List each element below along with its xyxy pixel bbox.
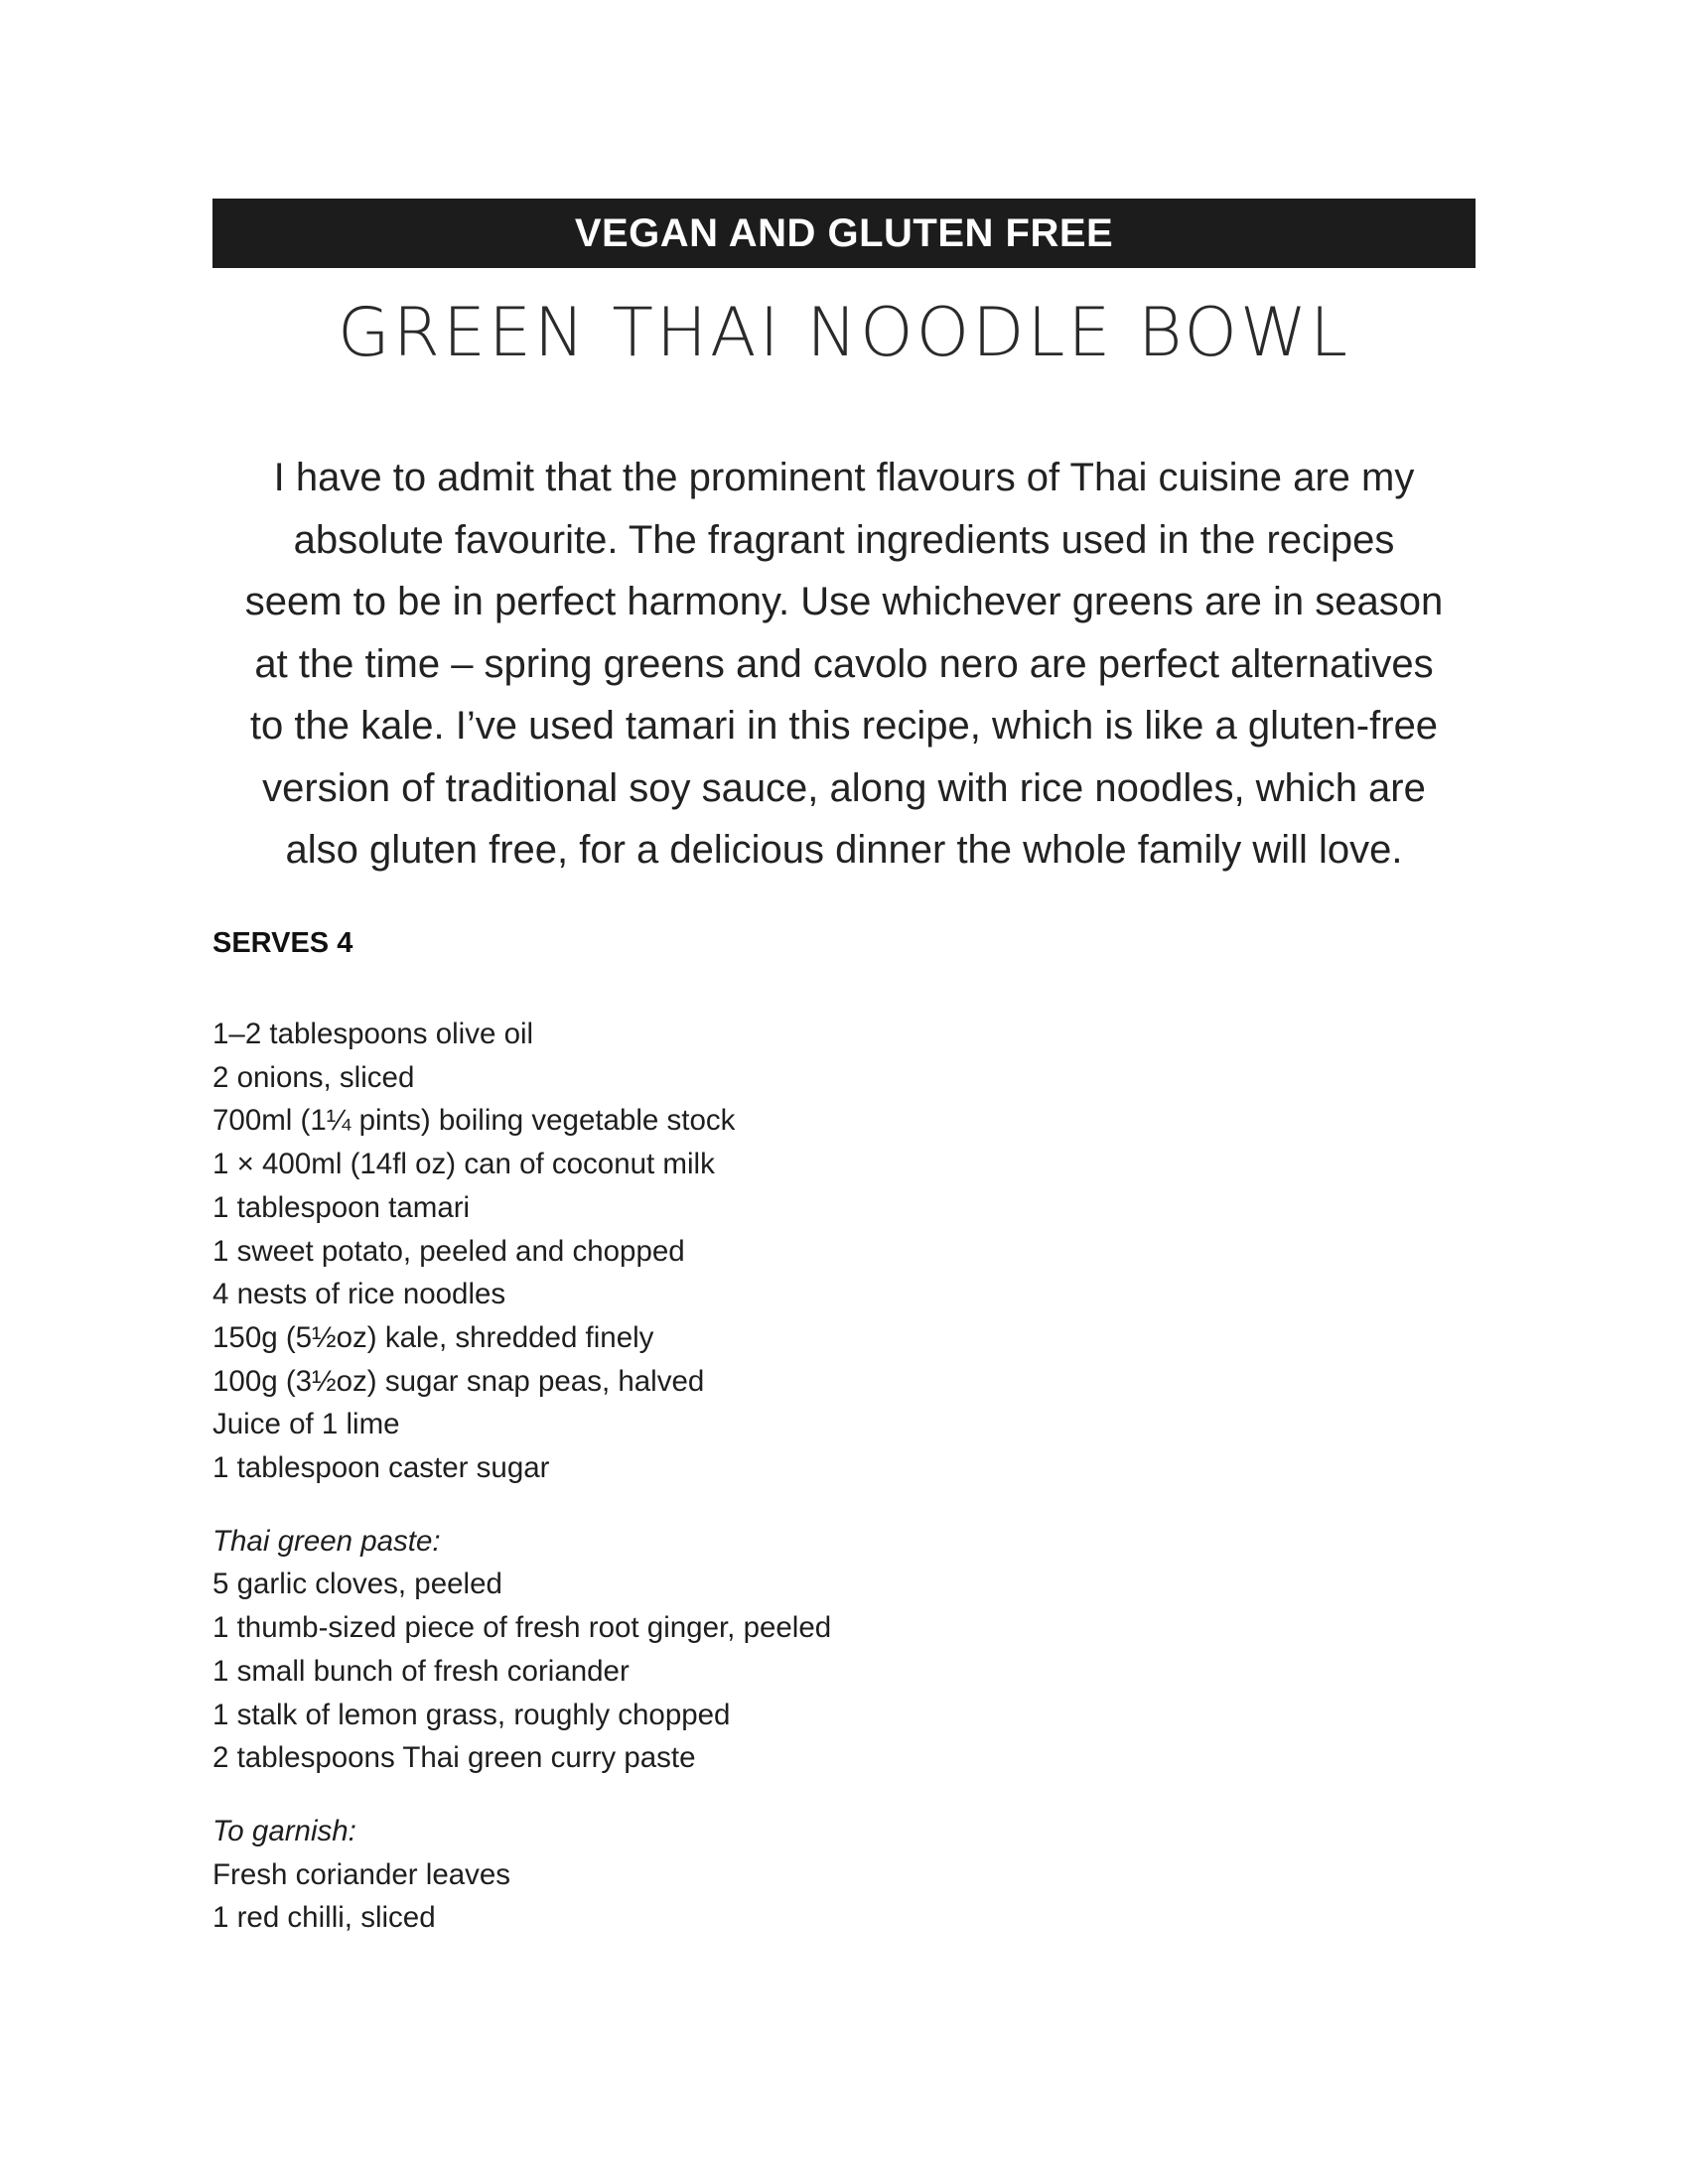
ingredient-item: 2 tablespoons Thai green curry paste xyxy=(212,1741,696,1775)
recipe-intro xyxy=(212,447,1476,882)
ingredient-item: 1 × 400ml (14fl oz) can of coconut milk xyxy=(212,1148,715,1181)
ingredient-item: 1 red chilli, sliced xyxy=(212,1901,436,1935)
ingredients-section xyxy=(212,1013,1106,1940)
serves-label: SERVES 4 xyxy=(212,927,353,959)
ingredient-item: 100g (3½oz) sugar snap peas, halved xyxy=(212,1364,705,1398)
ingredient-item: Juice of 1 lime xyxy=(212,1408,400,1441)
ingredient-item: Fresh coriander leaves xyxy=(212,1857,511,1891)
ingredient-item: 150g (5½oz) kale, shredded finely xyxy=(212,1320,654,1354)
ingredient-item: 1 thumb-sized piece of fresh root ginger, peeled xyxy=(212,1611,832,1645)
paste-ingredients-list xyxy=(212,1563,1106,1780)
garnish-ingredients-group xyxy=(212,1810,1106,1940)
intro-line: seem to be in perfect harmony. Use whichever greens are in season xyxy=(244,580,1444,623)
ingredient-item: 1 small bunch of fresh coriander xyxy=(212,1654,630,1688)
garnish-ingredients-list xyxy=(212,1853,1106,1940)
garnish-heading: To garnish: xyxy=(212,1814,356,1847)
ingredient-item: 1 tablespoon tamari xyxy=(212,1190,471,1224)
intro-line: to the kale. I’ve used tamari in this recipe, which is like a gluten-free xyxy=(249,704,1439,748)
intro-line: I have to admit that the prominent flavours of Thai cuisine are my xyxy=(273,456,1415,499)
ingredient-item: 2 onions, sliced xyxy=(212,1060,415,1094)
ingredient-item: 5 garlic cloves, peeled xyxy=(212,1568,502,1601)
intro-line: version of traditional soy sauce, along with rice noodles, which are xyxy=(262,765,1426,810)
intro-line: also gluten free, for a delicious dinner the whole family will love. xyxy=(285,828,1403,872)
category-banner xyxy=(212,199,1476,268)
ingredient-item: 1 stalk of lemon grass, roughly chopped xyxy=(212,1698,731,1731)
recipe-title: GREEN THAI NOODLE BOWL xyxy=(338,294,1350,372)
paste-heading: Thai green paste: xyxy=(212,1524,441,1558)
category-banner-label: VEGAN AND GLUTEN FREE xyxy=(574,210,1114,255)
main-ingredients-list xyxy=(212,1013,1106,1490)
ingredient-item: 700ml (1¼ pints) boiling vegetable stock xyxy=(212,1104,736,1138)
paste-ingredients-group xyxy=(212,1520,1106,1780)
ingredient-item: 1 sweet potato, peeled and chopped xyxy=(212,1234,685,1268)
ingredient-item: 4 nests of rice noodles xyxy=(212,1278,506,1311)
intro-line: absolute favourite. The fragrant ingredients used in the recipes xyxy=(293,517,1395,562)
ingredient-item: 1–2 tablespoons olive oil xyxy=(212,1018,534,1050)
intro-line: at the time – spring greens and cavolo nero are perfect alternatives xyxy=(254,641,1434,686)
ingredient-item: 1 tablespoon caster sugar xyxy=(212,1451,550,1485)
